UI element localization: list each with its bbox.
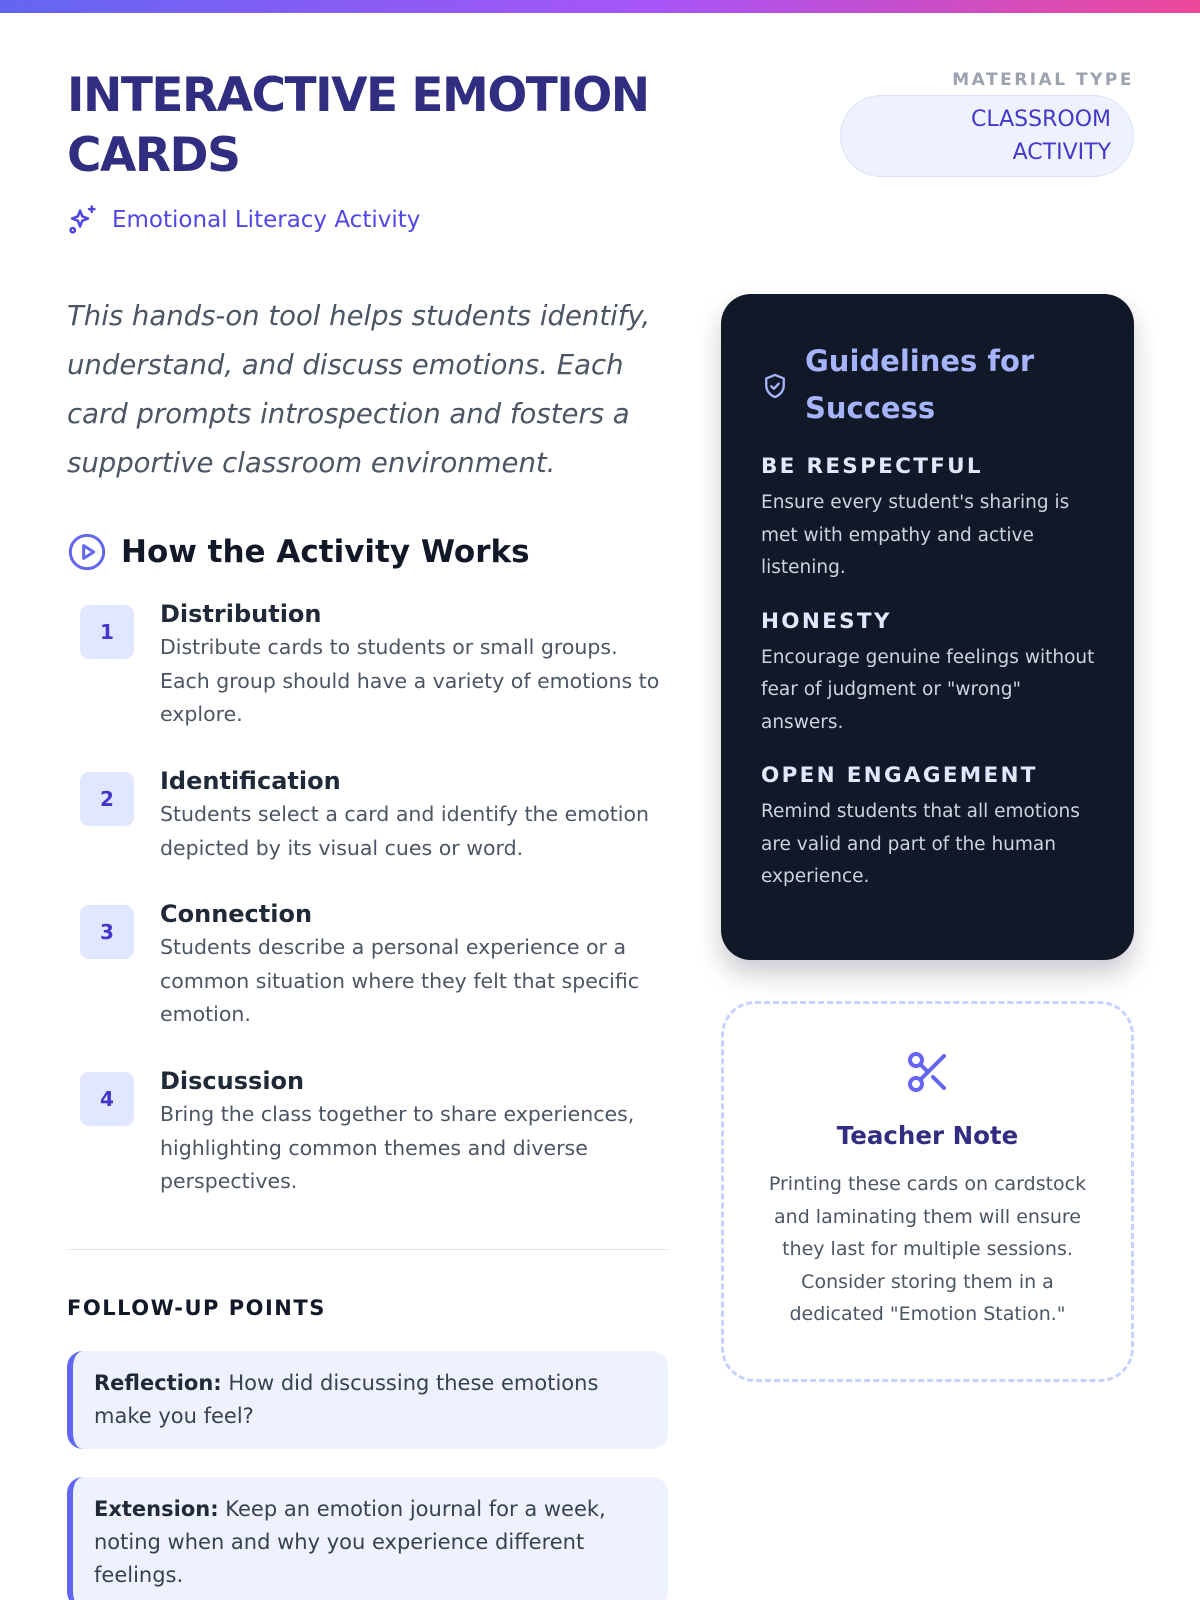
guideline-item [761,763,1096,894]
guideline-title: BE RESPECTFUL [761,454,983,479]
guidelines-title: Guidelines for Success [805,344,1035,425]
section-divider [67,1249,668,1250]
step-number: 3 [80,905,134,959]
step-title: Connection [160,900,313,928]
step-item [80,1067,670,1199]
follow-up-text: How did discussing these emotions make you feel? [94,1371,599,1428]
step-description: Bring the class together to share experiences, highlighting common themes and diverse perspectives. [160,1102,635,1193]
sparkles-icon [67,203,100,236]
guideline-item [761,609,1096,740]
step-number: 2 [80,772,134,826]
step-description: Distribute cards to students or small groups. Each group should have a variety of emotions to explore. [160,635,660,726]
scissors-icon [904,1048,952,1096]
step-title: Identification [160,767,341,795]
section-title: How the Activity Works [121,534,530,570]
teacher-note-title: Teacher Note [836,1121,1019,1150]
guideline-item [761,454,1096,585]
guideline-description: Remind students that all emotions are valid and part of the human experience. [761,801,1080,887]
material-type-badge [840,95,1134,177]
teacher-note-body: Printing these cards on cardstock and laminating them will ensure they last for multiple sessions. Consider storing them in a dedicated "Emotion Station." [768,1173,1087,1325]
page-title: INTERACTIVE EMOTION CARDS [67,68,649,183]
teacher-note-card [721,1001,1134,1382]
step-item [80,767,670,865]
page-subtitle: Emotional Literacy Activity [112,206,421,233]
step-description: Students select a card and identify the emotion depicted by its visual cues or word. [160,802,650,860]
intro-text: This hands-on tool helps students identify, understand, and discuss emotions. Each card prompts introspection and fosters a supportive classroom environment. [67,300,651,479]
step-item [80,900,670,1032]
top-gradient-bar [0,0,1200,13]
step-item [80,600,670,732]
guidelines-header [761,338,1096,432]
guideline-description: Ensure every student's sharing is met with empathy and active listening. [761,492,1070,578]
follow-up-heading: FOLLOW-UP POINTS [67,1296,326,1320]
step-description: Students describe a personal experience or a common situation where they felt that specific emotion. [160,935,640,1026]
follow-up-text: Keep an emotion journal for a week, noting when and why you experience different feelings. [94,1497,606,1587]
guideline-description: Encourage genuine feelings without fear of judgment or "wrong" answers. [761,646,1095,733]
guidelines-panel [721,294,1134,960]
material-type-label: MATERIAL TYPE [952,70,1134,90]
shield-check-icon [761,372,789,400]
step-number: 1 [80,605,134,659]
step-title: Distribution [160,600,322,628]
how-it-works-header [67,532,530,572]
guideline-title: HONESTY [761,608,892,634]
material-type-value: CLASSROOM ACTIVITY [970,107,1111,165]
step-title: Discussion [160,1067,305,1095]
step-number: 4 [80,1072,134,1126]
follow-up-card [67,1477,668,1600]
play-circle-icon [67,532,107,572]
guideline-title: OPEN ENGAGEMENT [761,763,1038,788]
follow-up-label: Extension: [94,1497,219,1521]
follow-up-card [67,1351,668,1449]
subtitle-row [67,203,420,236]
follow-up-label: Reflection: [94,1371,222,1395]
